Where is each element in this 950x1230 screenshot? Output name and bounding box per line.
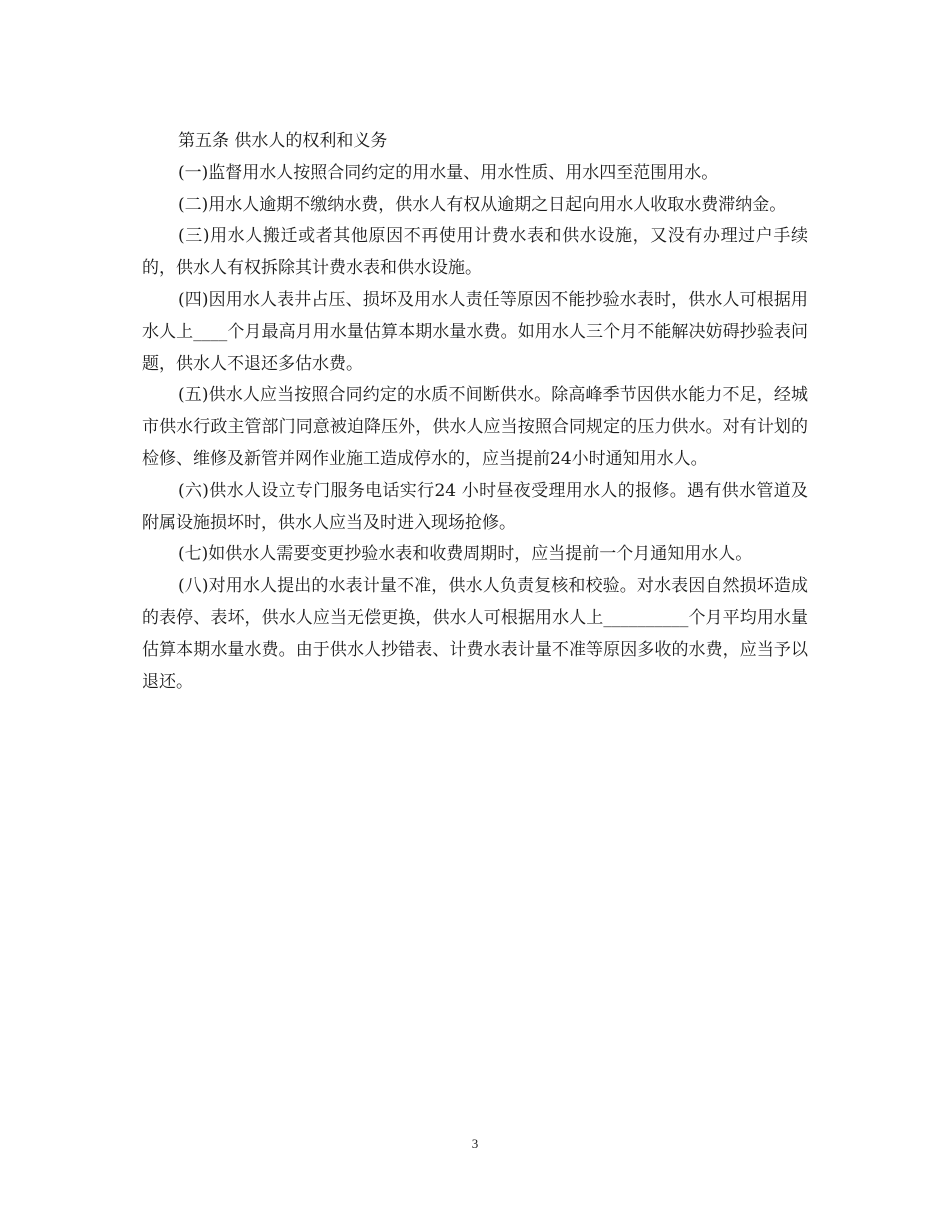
clause-8: (八)对用水人提出的水表计量不准，供水人负责复核和校验。对水表因自然损坏造成的表停、表坏，供水人应当无偿更换，供水人可根据用水人上__________个月平均用水量估算本期水量水费。由于供水人抄错表、计费水表计量不准等原因多收的水费，应当予以退还。 bbox=[142, 576, 808, 692]
clause-5: (五)供水人应当按照合同约定的水质不间断供水。除高峰季节因供水能力不足，经城市供水行政主管部门同意被迫降压外，供水人应当按照合同规定的压力供水。对有计划的检修、维修及新管并网作业施工造成停水的，应当提前24小时通知用水人。 bbox=[142, 385, 808, 469]
clause-3: (三)用水人搬迁或者其他原因不再使用计费水表和供水设施，又没有办理过户手续的，供水人有权拆除其计费水表和供水设施。 bbox=[142, 226, 808, 279]
clause-1: (一)监督用水人按照合同约定的用水量、用水性质、用水四至范围用水。 bbox=[178, 162, 719, 183]
clause-4: (四)因用水人表井占压、损坏及用水人责任等原因不能抄验水表时，供水人可根据用水人上____个月最高月用水量估算本期水量水费。如用水人三个月不能解决妨碍抄验表问题，供水人不退还多估水费。 bbox=[142, 289, 808, 374]
clause-2: (二)用水人逾期不缴纳水费，供水人有权从逾期之日起向用水人收取水费滞纳金。 bbox=[178, 194, 787, 215]
clause-7: (七)如供水人需要变更抄验水表和收费周期时，应当提前一个月通知用水人。 bbox=[178, 544, 753, 565]
document-body bbox=[142, 126, 808, 698]
clause-6: (六)供水人设立专门服务电话实行24 小时昼夜受理用水人的报修。遇有供水管道及附属设施损坏时，供水人应当及时进入现场抢修。 bbox=[142, 480, 808, 533]
section-heading: 第五条 供水人的权利和义务 bbox=[178, 131, 388, 151]
page-number: 3 bbox=[471, 1136, 479, 1151]
